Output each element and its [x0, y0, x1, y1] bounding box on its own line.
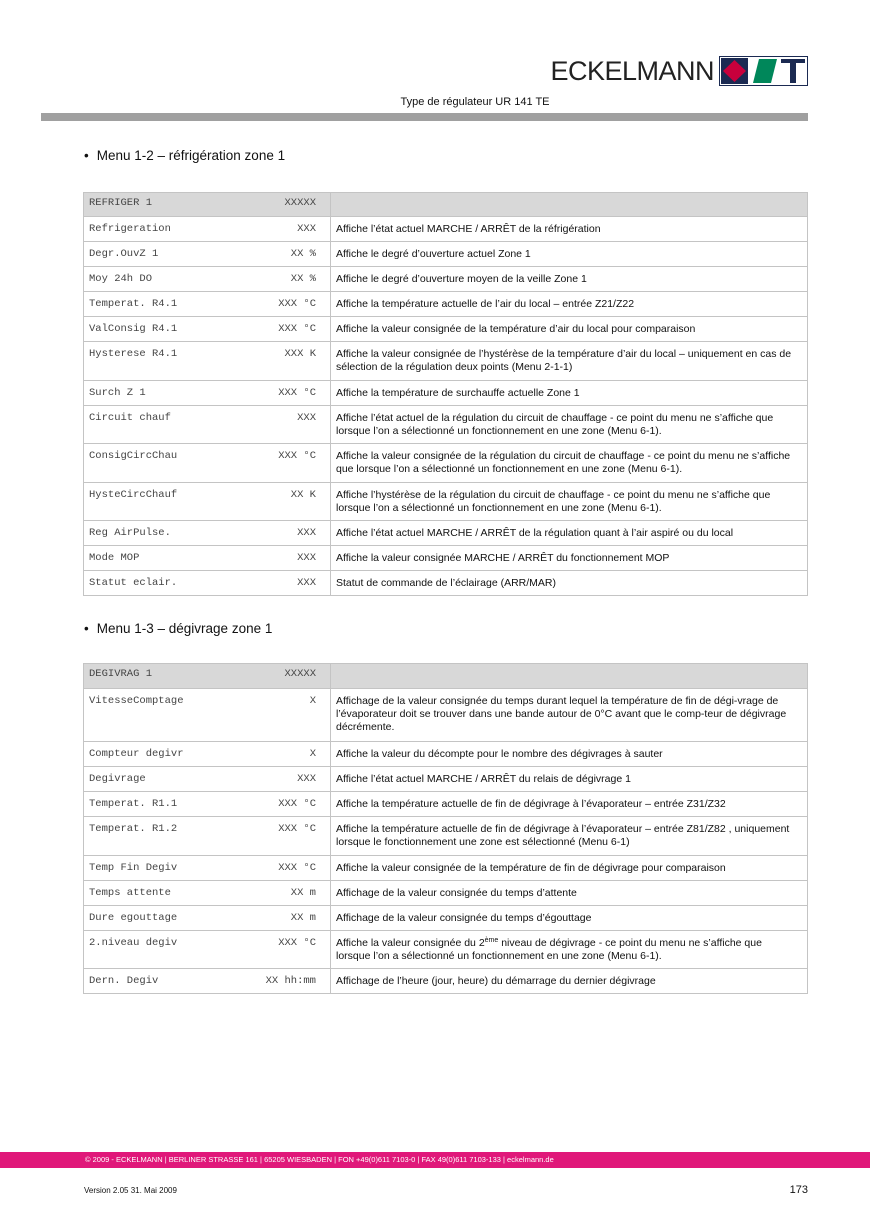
description-cell: Affiche l’état actuel MARCHE / ARRÊT de la régulation quant à l’air aspiré ou du local: [331, 521, 808, 546]
table-row: [84, 317, 808, 342]
menu-code-name: Temperat. R1.1: [89, 798, 178, 810]
menu-code-cell: [84, 742, 331, 767]
menu-code-cell: [84, 292, 331, 317]
description-cell: Affiche l’état actuel MARCHE / ARRÊT du relais de dégivrage 1: [331, 767, 808, 792]
menu-code-name: Compteur degivr: [89, 748, 184, 760]
menu-code-name: Temp Fin Degiv: [89, 862, 178, 874]
menu-code-cell: [84, 406, 331, 444]
description-text: Affiche la valeur consignée du 2: [336, 937, 485, 949]
table-row: [84, 242, 808, 267]
menu-code-value: XXX °C: [278, 823, 316, 835]
menu-code-name: DEGIVRAG 1: [89, 668, 153, 680]
menu-code-cell: [84, 881, 331, 906]
menu-code-cell: [84, 381, 331, 406]
menu-code-name: ValConsig R4.1: [89, 323, 178, 335]
menu-code-name: Moy 24h DO: [89, 273, 153, 285]
menu-code-cell: [84, 342, 331, 381]
table-row: [84, 767, 808, 792]
menu-code-value: XX %: [290, 273, 316, 285]
menu-code-cell: [84, 906, 331, 931]
menu-code-value: XXX K: [284, 348, 316, 360]
page-number: 173: [789, 1184, 808, 1196]
menu-code-name: Hysterese R4.1: [89, 348, 178, 360]
description-cell: Affichage de l’heure (jour, heure) du démarrage du dernier dégivrage: [331, 969, 808, 994]
menu-code-name: Temperat. R4.1: [89, 298, 178, 310]
description-cell: Affiche la valeur consignée de la régulation du circuit de chauffage - ce point du menu ne s’affiche que lorsque l’on a sélectionné un fonctionnement en une zone (Menu 6-1).: [331, 444, 808, 483]
menu-code-name: HysteCircChauf: [89, 489, 178, 501]
menu-code-value: XXX: [297, 552, 316, 564]
table-row: [84, 217, 808, 242]
menu-code-name: Temperat. R1.2: [89, 823, 178, 835]
table-row: [84, 742, 808, 767]
menu-code-name: Surch Z 1: [89, 387, 146, 399]
table-row: [84, 931, 808, 969]
table-row: [84, 881, 808, 906]
menu-code-value: XX K: [290, 489, 316, 501]
table-row: [84, 792, 808, 817]
table-row: [84, 969, 808, 994]
menu-code-value: XXX: [297, 412, 316, 424]
menu-code-cell: [84, 969, 331, 994]
description-cell: Affichage de la valeur consignée du temps durant lequel la température de fin de dégi-vrage de l’évaporateur doit se trouver dans une bande autour de 0°C avant que le comp-teur de dégivrage décrémente.: [331, 689, 808, 742]
table-row: [84, 689, 808, 742]
table-row: [84, 856, 808, 881]
menu-code-name: Dern. Degiv: [89, 975, 159, 987]
menu-table-1-3: [83, 663, 808, 994]
menu-code-value: X: [309, 695, 316, 707]
menu-code-cell: [84, 767, 331, 792]
menu-code-value: XXX: [297, 577, 316, 589]
table-row: [84, 483, 808, 521]
menu-code-cell: [84, 817, 331, 856]
table-row: [84, 292, 808, 317]
menu-code-name: Reg AirPulse.: [89, 527, 171, 539]
table-header-row: [84, 193, 808, 217]
menu-code-cell: [84, 444, 331, 483]
description-cell: Affiche le degré d’ouverture moyen de la veille Zone 1: [331, 267, 808, 292]
description-cell: Affiche la température actuelle de l’air du local – entrée Z21/Z22: [331, 292, 808, 317]
menu-code-name: REFRIGER 1: [89, 197, 153, 209]
menu-code-cell: [84, 317, 331, 342]
menu-code-value: XX %: [290, 248, 316, 260]
description-cell: Affiche la température actuelle de fin de dégivrage à l’évaporateur – entrée Z81/Z82 , uniquement lorsque le fonctionnement une zone est sélectionné (Menu 6-1): [331, 817, 808, 856]
table-row: [84, 342, 808, 381]
menu-code-cell: [84, 267, 331, 292]
description-cell: Affiche la valeur consignée MARCHE / ARRÊT du fonctionnement MOP: [331, 546, 808, 571]
footer-copyright: © 2009 - ECKELMANN | BERLINER STRASSE 161 | 65205 WIESBADEN | FON +49(0)611 7103-0 | FAX 49(0)611 7103-133 | eckelmann.de: [85, 1155, 554, 1164]
table-row: [84, 267, 808, 292]
menu-code-cell: [84, 856, 331, 881]
section-title-menu-1-2: [84, 148, 285, 163]
header-divider: [41, 113, 808, 121]
description-cell: Affiche la valeur consignée de l’hystérèse de la température d’air du local – uniquement en cas de sélection de la régulation deux points (Menu 2-1-1): [331, 342, 808, 381]
description-cell: Affiche l’état actuel de la régulation du circuit de chauffage - ce point du menu ne s’affiche que lorsque l’on a sélectionné un fonctionnement en une zone (Menu 6-1).: [331, 406, 808, 444]
menu-code-name: Dure egouttage: [89, 912, 178, 924]
table-row: [84, 571, 808, 596]
menu-code-value: XXX °C: [278, 298, 316, 310]
description-text: niveau de dégivrage - ce point du menu ne s’affiche que lorsque l’on a sélectionné un fonctionnement en une zone (Menu 6-1).: [336, 937, 762, 962]
table-header-row: [84, 664, 808, 689]
menu-code-cell: [84, 689, 331, 742]
brand-logo: [550, 56, 808, 86]
menu-code-cell: [84, 546, 331, 571]
menu-code-value: XXX °C: [278, 323, 316, 335]
menu-code-value: XXX °C: [278, 798, 316, 810]
menu-code-value: X: [309, 748, 316, 760]
section-title-menu-1-3: [84, 621, 272, 636]
menu-code-value: XXX: [297, 773, 316, 785]
menu-code-value: XXX °C: [278, 387, 316, 399]
description-cell: [331, 193, 808, 217]
menu-code-name: Temps attente: [89, 887, 171, 899]
menu-code-value: XXXXX: [284, 197, 316, 209]
section-title-text: Menu 1-3 – dégivrage zone 1: [96, 621, 273, 636]
table-row: [84, 406, 808, 444]
table-row: [84, 444, 808, 483]
table-row: [84, 521, 808, 546]
menu-code-cell: [84, 664, 331, 689]
menu-code-cell: [84, 193, 331, 217]
description-cell: [331, 931, 808, 969]
menu-code-name: Degr.OuvZ 1: [89, 248, 159, 260]
brand-name: ECKELMANN: [550, 55, 714, 86]
menu-code-name: Degivrage: [89, 773, 146, 785]
menu-code-cell: [84, 521, 331, 546]
description-cell: Statut de commande de l’éclairage (ARR/MAR): [331, 571, 808, 596]
menu-code-cell: [84, 483, 331, 521]
menu-code-cell: [84, 242, 331, 267]
menu-code-name: Circuit chauf: [89, 412, 171, 424]
description-cell: Affichage de la valeur consignée du temps d’égouttage: [331, 906, 808, 931]
description-cell: Affiche la température de surchauffe actuelle Zone 1: [331, 381, 808, 406]
menu-code-value: XXXXX: [284, 668, 316, 680]
table-row: [84, 546, 808, 571]
menu-code-value: XXX °C: [278, 937, 316, 949]
menu-code-value: XXX: [297, 223, 316, 235]
description-cell: Affiche la valeur consignée de la température de fin de dégivrage pour comparaison: [331, 856, 808, 881]
document-type: Type de régulateur UR 141 TE: [400, 96, 550, 108]
menu-code-name: 2.niveau degiv: [89, 937, 178, 949]
section-title-text: Menu 1-2 – réfrigération zone 1: [96, 148, 286, 163]
description-cell: Affiche la valeur consignée de la température d’air du local pour comparaison: [331, 317, 808, 342]
menu-code-cell: [84, 931, 331, 969]
description-cell: Affiche l’état actuel MARCHE / ARRÊT de la réfrigération: [331, 217, 808, 242]
menu-code-cell: [84, 792, 331, 817]
menu-code-name: Refrigeration: [89, 223, 171, 235]
table-row: [84, 817, 808, 856]
menu-code-value: XX m: [290, 912, 316, 924]
description-cell: Affiche la température actuelle de fin de dégivrage à l’évaporateur – entrée Z31/Z32: [331, 792, 808, 817]
description-cell: Affiche l’hystérèse de la régulation du circuit de chauffage - ce point du menu ne s’affiche que lorsque l’on a sélectionné un fonctionnement en une zone (Menu 6-1).: [331, 483, 808, 521]
menu-code-name: VitesseComptage: [89, 695, 184, 707]
menu-code-value: XXX °C: [278, 450, 316, 462]
description-cell: Affiche le degré d’ouverture actuel Zone 1: [331, 242, 808, 267]
menu-code-value: XX hh:mm: [265, 975, 316, 987]
menu-code-name: Statut eclair.: [89, 577, 178, 589]
description-cell: Affiche la valeur du décompte pour le nombre des dégivrages à sauter: [331, 742, 808, 767]
description-cell: Affichage de la valeur consignée du temps d’attente: [331, 881, 808, 906]
menu-code-name: ConsigCircChau: [89, 450, 178, 462]
menu-code-cell: [84, 571, 331, 596]
table-row: [84, 381, 808, 406]
bullet-icon: •: [84, 148, 89, 163]
menu-code-value: XXX: [297, 527, 316, 539]
description-cell: [331, 664, 808, 689]
menu-code-value: XX m: [290, 887, 316, 899]
menu-code-value: XXX °C: [278, 862, 316, 874]
version-info: Version 2.05 31. Mai 2009: [84, 1186, 177, 1195]
bullet-icon: •: [84, 621, 89, 636]
table-row: [84, 906, 808, 931]
superscript-ordinal: ème: [484, 937, 499, 944]
footer-bar: [0, 1152, 870, 1168]
brand-logo-icon: [719, 56, 808, 86]
menu-table-1-2: [83, 192, 808, 596]
menu-code-name: Mode MOP: [89, 552, 140, 564]
menu-code-cell: [84, 217, 331, 242]
